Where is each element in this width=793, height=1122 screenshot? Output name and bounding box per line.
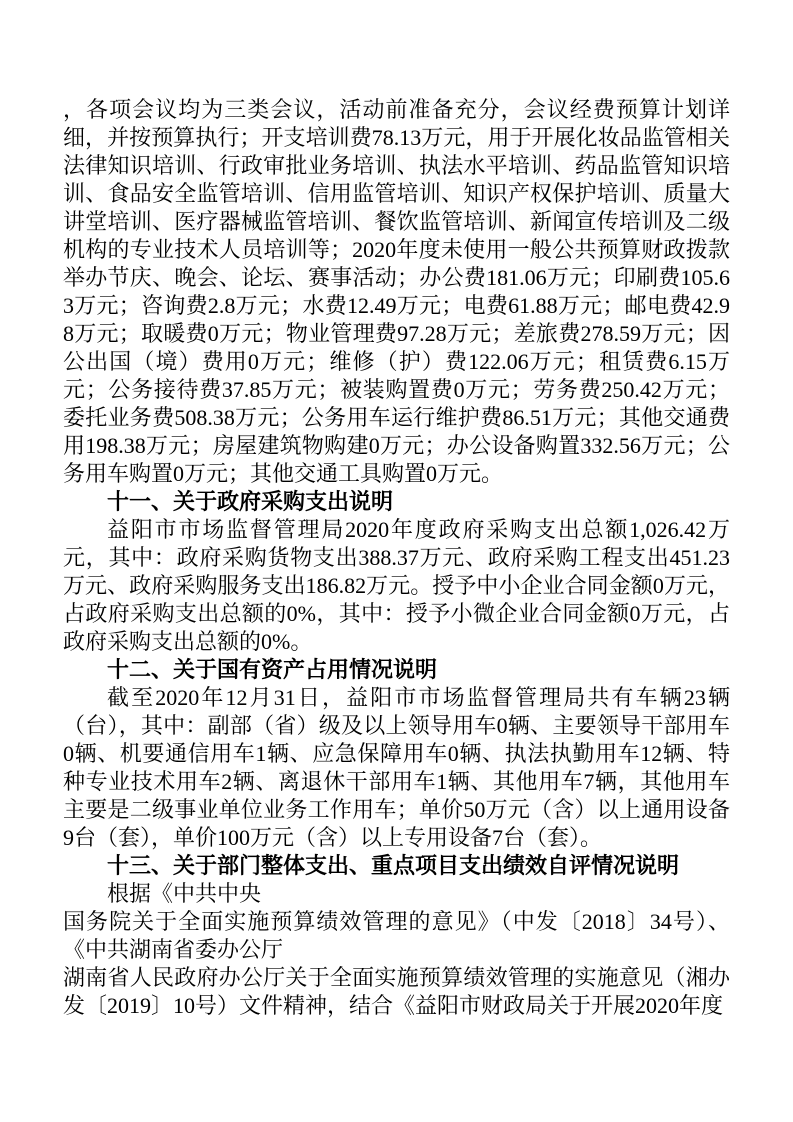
- section-11-heading: 十一、关于政府采购支出说明: [107, 489, 394, 514]
- continuation-paragraph: ，各项会议均为三类会议，活动前准备充分，会议经费预算计划详细，并按预算执行；开支培训费78.13万元，用于开展化妆品监管相关法律知识培训、行政审批业务培训、执法水平培训、药品监管知识培训、食品安全监管培训、信用监管培训、知识产权保护培训、质量大讲堂培训、医疗器械监管培训、餐饮监管培训、新闻宣传培训及二级机构的专业技术人员培训等；2020年度未使用一般公共预算财政拨款举办节庆、晚会、论坛、赛事活动；办公费181.06万元；印刷费105.63万元；咨询费2.8万元；水费12.49万元；电费61.88万元；邮电费42.98万元；取暖费0万元；物业管理费97.28万元；差旅费278.59万元；因公出国（境）费用0万元；维修（护）费122.06万元；租赁费6.15万元；公务接待费37.85万元；被装购置费0万元；劳务费250.42万元；委托业务费508.38万元；公务用车运行维护费86.51万元；其他交通费用198.38万元；房屋建筑物购建0万元；办公设备购置332.56万元；公务用车购置0万元；其他交通工具购置0万元。: [63, 97, 730, 486]
- section-11-paragraph: 益阳市市场监督管理局2020年度政府采购支出总额1,026.42万元，其中：政府采购货物支出388.37万元、政府采购工程支出451.23万元、政府采购服务支出186.82万元。授予中小企业合同金额0万元，占政府采购支出总额的0%，其中：授予小微企业合同金额0万元，占政府采购支出总额的0%。: [63, 517, 730, 654]
- section-13-line-3: 湖南省人民政府办公厅关于全面实施预算绩效管理的实施意见（湘办发〔2019〕10号）文件精神，结合《益阳市财政局关于开展2020年度: [63, 965, 730, 1018]
- section-12-paragraph: 截至2020年12月31日，益阳市市场监督管理局共有车辆23辆（台），其中：副部（省）级及以上领导用车0辆、主要领导干部用车0辆、机要通信用车1辆、应急保障用车0辆、执法执勤用车12辆、特种专业技术用车2辆、离退休干部用车1辆、其他用车7辆，其他用车主要是二级事业单位业务工作用车；单价50万元（含）以上通用设备9台（套），单价100万元（含）以上专用设备7台（套）。: [63, 685, 730, 850]
- section-13-heading: 十三、关于部门整体支出、重点项目支出绩效自评情况说明: [107, 853, 680, 878]
- section-13-line-1: 根据《中共中央: [107, 881, 262, 906]
- section-13-line-2: 国务院关于全面实施预算绩效管理的意见》（中发〔2018〕34号）、《中共湖南省委办公厅: [63, 909, 730, 962]
- section-12-heading: 十二、关于国有资产占用情况说明: [107, 657, 438, 682]
- document-content: [63, 96, 730, 1020]
